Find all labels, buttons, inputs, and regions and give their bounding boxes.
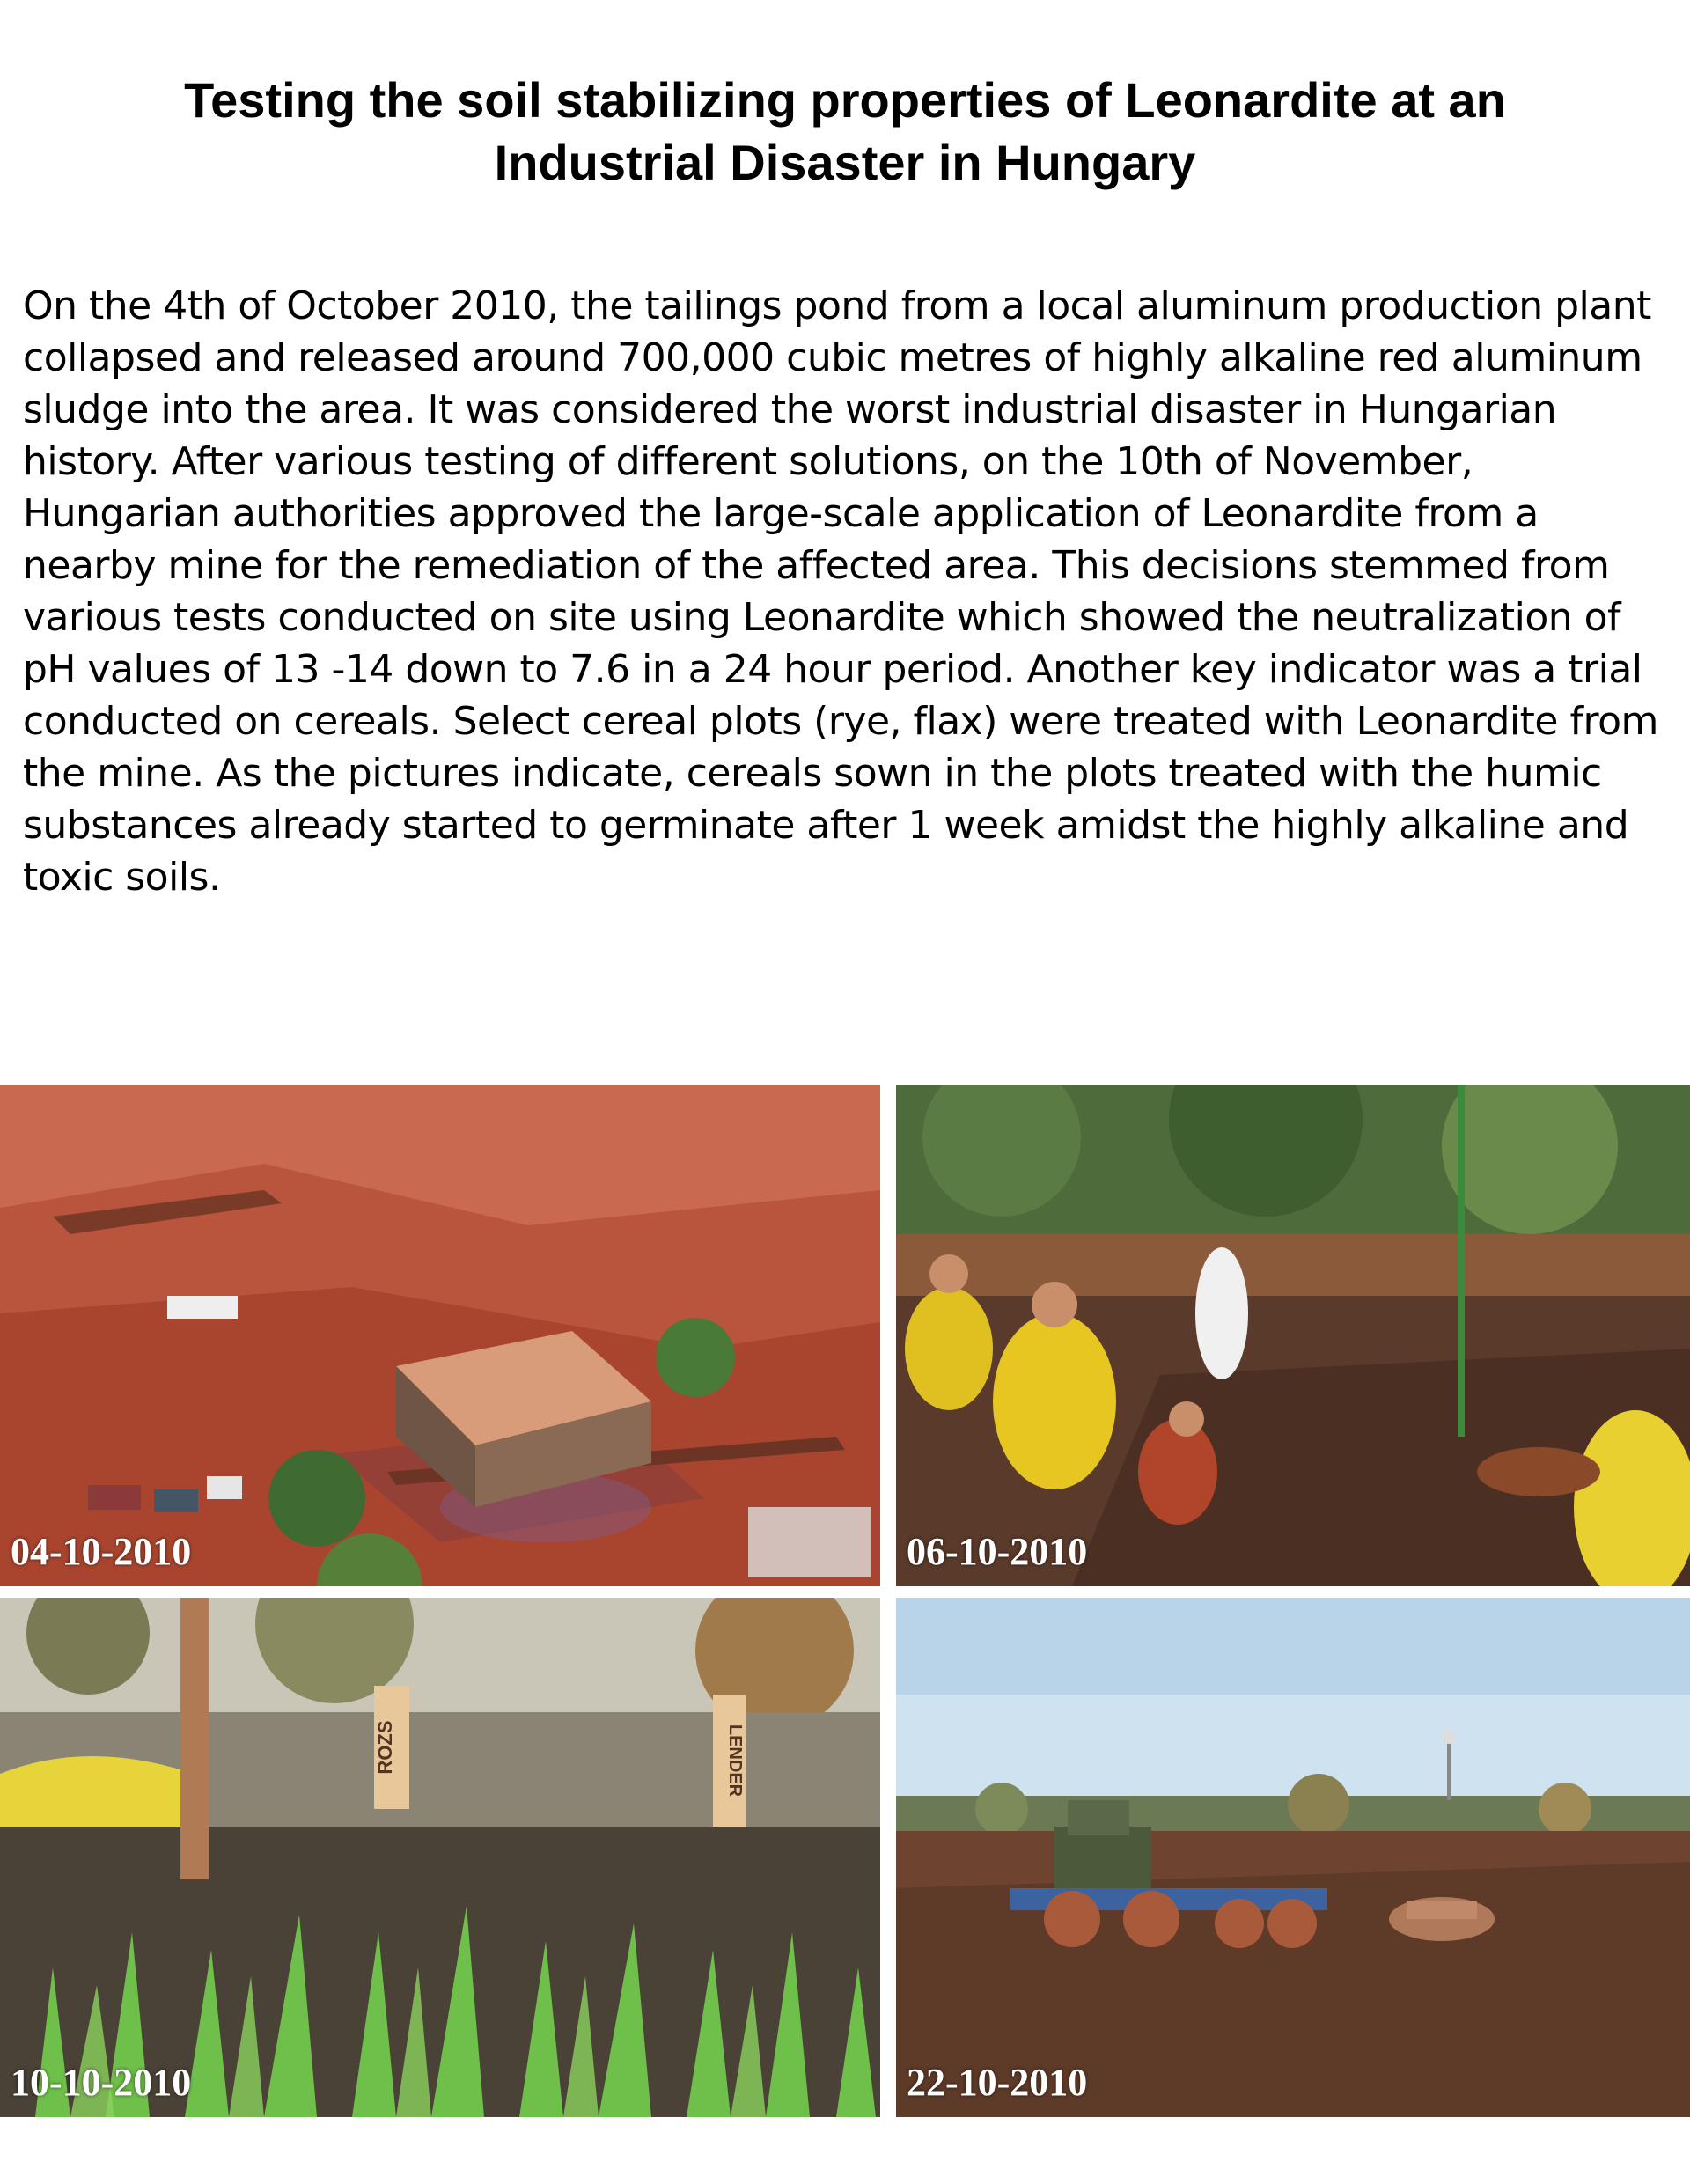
stake-label-left: ROZS xyxy=(374,1720,396,1775)
photo-date-label: 06-10-2010 xyxy=(907,1530,1088,1573)
photo-flooded-village xyxy=(0,1085,880,1586)
photo-date-label: 22-10-2010 xyxy=(907,2061,1088,2104)
body-paragraph: On the 4th of October 2010, the tailings pond from a local aluminum production plant collapsed and released around 700,000 cubic metres of highly alkaline red aluminum sludge into the area. It was considered the worst industrial disaster in Hungarian history. After various testing of different solutions, on the 10th of November, Hungarian authorities approved the large-scale application of Leonardite from a nearby mine for the remediation of the affected area. This decisions stemmed from various tests conducted on site using Leonardite which showed the neutralization of pH values of 13 -14 down to 7.6 in a 24 hour period. Another key indicator was a trial conducted on cereals. Select cereal plots (rye, flax) were treated with Leonardite from the mine. As the pictures indicate, cereals sown in the plots treated with the humic substances already started to germinate after 1 week amidst the highly alkaline and toxic soils. xyxy=(23,283,1658,900)
workers-illustration xyxy=(896,1085,1690,1586)
photo-tractor-field xyxy=(896,1598,1690,2117)
flooded-village-illustration xyxy=(0,1085,880,1586)
photo-germinating-cereals xyxy=(0,1598,880,2117)
title-line-1: Testing the soil stabilizing properties of Leonardite at an xyxy=(184,72,1506,128)
page-title xyxy=(0,69,1690,194)
photo-workers-testing xyxy=(896,1085,1690,1586)
photo-date-label: 10-10-2010 xyxy=(11,2061,192,2104)
title-line-2: Industrial Disaster in Hungary xyxy=(494,135,1196,190)
cereals-illustration xyxy=(0,1598,880,2117)
photo-date-label: 04-10-2010 xyxy=(11,1530,192,1573)
tractor-field-illustration xyxy=(896,1598,1690,2117)
stake-label-right: LENDER xyxy=(725,1724,745,1798)
